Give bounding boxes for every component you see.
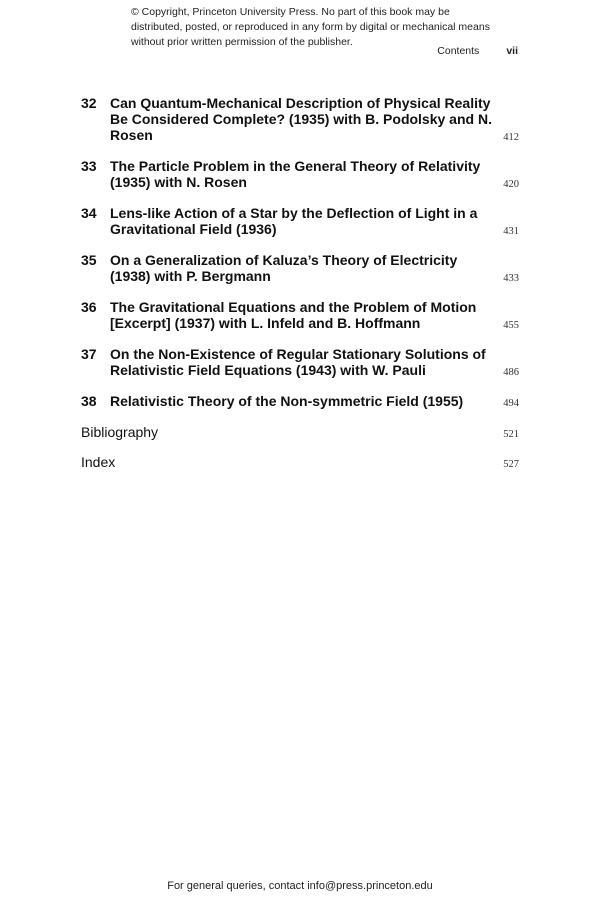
chapter-title: Can Quantum-Mechanical Description of Physical Reality Be Considered Complete? (1935) with B. Podolsky and N. Rosen xyxy=(110,95,492,143)
chapter-title: Lens-like Action of a Star by the Deflection of Light in a Gravitational Field (1936) xyxy=(110,205,478,237)
toc-entry-35[interactable] xyxy=(81,252,519,284)
table-of-contents xyxy=(81,95,519,484)
chapter-title: Relativistic Theory of the Non-symmetric Field (1955) xyxy=(110,393,464,409)
toc-entry-index[interactable] xyxy=(81,454,519,470)
chapter-title: The Gravitational Equations and the Problem of Motion [Excerpt] (1937) with L. Infeld and B. Hoffmann xyxy=(110,299,477,331)
chapter-number: 34 xyxy=(81,205,97,221)
chapter-number: 38 xyxy=(81,393,97,409)
toc-entry-36[interactable] xyxy=(81,299,519,331)
chapter-number: 32 xyxy=(81,95,97,111)
toc-entry-32[interactable] xyxy=(81,95,519,143)
page-number: 527 xyxy=(503,459,519,470)
chapter-title: On the Non-Existence of Regular Stationary Solutions of Relativistic Field Equations (1943) with W. Pauli xyxy=(110,346,486,378)
toc-entry-37[interactable] xyxy=(81,346,519,378)
back-matter-title: Index xyxy=(81,454,116,470)
chapter-number: 33 xyxy=(81,158,97,174)
running-title: Contents xyxy=(437,45,480,57)
page-number: 433 xyxy=(503,273,519,284)
page-number: 521 xyxy=(503,429,519,440)
page-number: 431 xyxy=(503,226,519,237)
chapter-number: 37 xyxy=(81,346,97,362)
toc-entry-34[interactable] xyxy=(81,205,519,237)
page-number: 486 xyxy=(503,367,519,378)
page-number: 412 xyxy=(503,132,519,143)
chapter-title: The Particle Problem in the General Theory of Relativity (1935) with N. Rosen xyxy=(110,158,481,190)
running-head xyxy=(300,45,518,57)
toc-entry-33[interactable] xyxy=(81,158,519,190)
chapter-number: 35 xyxy=(81,252,97,268)
toc-entry-bibliography[interactable] xyxy=(81,424,519,440)
chapter-number: 36 xyxy=(81,299,97,315)
page-number: 455 xyxy=(503,320,519,331)
chapter-title: On a Generalization of Kaluza’s Theory of Electricity (1938) with P. Bergmann xyxy=(110,252,458,284)
footer-contact: For general queries, contact info@press.princeton.edu xyxy=(167,880,433,892)
page-folio: vii xyxy=(506,45,518,57)
copyright-notice: © Copyright, Princeton University Press. No part of this book may be distributed, posted, or reproduced in any form by digital or mechanical means without prior written permission of the publisher. xyxy=(131,6,490,48)
page-number: 494 xyxy=(503,398,519,409)
toc-entry-38[interactable] xyxy=(81,393,519,409)
page-number: 420 xyxy=(503,179,519,190)
back-matter-title: Bibliography xyxy=(81,424,159,440)
